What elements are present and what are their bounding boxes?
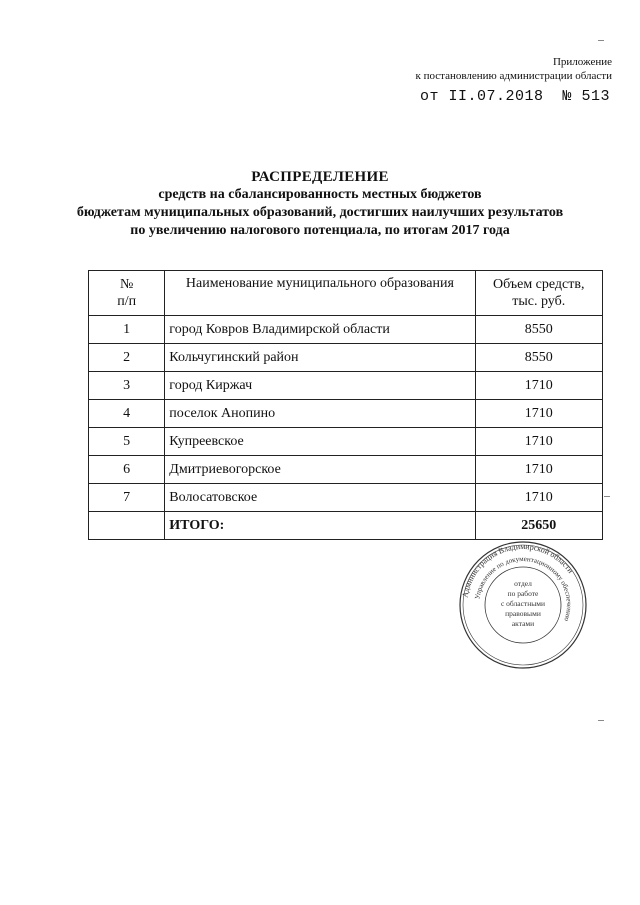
row-amount: 1710 bbox=[475, 484, 603, 512]
header-number bbox=[89, 271, 165, 316]
table-row bbox=[89, 400, 603, 428]
row-amount: 1710 bbox=[475, 400, 603, 428]
total-number bbox=[89, 512, 165, 540]
total-amount: 25650 bbox=[475, 512, 603, 540]
total-label: ИТОГО: bbox=[165, 512, 475, 540]
annex-block bbox=[416, 55, 613, 83]
table-header-row bbox=[89, 271, 603, 316]
table-row bbox=[89, 428, 603, 456]
stamp-center-line4: правовыми bbox=[505, 609, 541, 618]
scan-mark bbox=[598, 40, 604, 41]
annex-label: Приложение bbox=[552, 56, 612, 68]
table-row bbox=[89, 344, 603, 372]
header-number-line1: № bbox=[119, 277, 134, 292]
row-number: 5 bbox=[89, 428, 165, 456]
header-amount-line2: тыс. руб. bbox=[512, 294, 566, 309]
row-number: 1 bbox=[89, 316, 165, 344]
row-name: Кольчугинский район bbox=[165, 344, 475, 372]
stamp-center-line1: отдел bbox=[514, 579, 532, 588]
row-amount: 8550 bbox=[475, 344, 603, 372]
title-line-3: по увеличению налогового потенциала, по итогам 2017 года bbox=[130, 223, 510, 238]
title-line-1: средств на сбалансированность местных бюджетов bbox=[158, 187, 482, 202]
table-row bbox=[89, 484, 603, 512]
row-amount: 1710 bbox=[475, 428, 603, 456]
title-line-2: бюджетам муниципальных образований, достигших наилучших результатов bbox=[76, 205, 564, 220]
decree-number: от II.07.2018 № 513 bbox=[420, 88, 611, 105]
header-name: Наименование муниципального образования bbox=[165, 271, 475, 316]
row-number: 6 bbox=[89, 456, 165, 484]
row-name: Дмитриевогорское bbox=[165, 456, 475, 484]
scan-mark bbox=[598, 720, 604, 721]
row-number: 3 bbox=[89, 372, 165, 400]
row-name: Волосатовское bbox=[165, 484, 475, 512]
stamp-center-line5: актами bbox=[511, 619, 535, 628]
table-row bbox=[89, 316, 603, 344]
row-number: 7 bbox=[89, 484, 165, 512]
row-name: Купреевское bbox=[165, 428, 475, 456]
scan-mark bbox=[604, 496, 610, 497]
row-name: поселок Анопино bbox=[165, 400, 475, 428]
row-amount: 8550 bbox=[475, 316, 603, 344]
title-heading: РАСПРЕДЕЛЕНИЕ bbox=[251, 169, 389, 185]
total-row bbox=[89, 512, 603, 540]
official-stamp bbox=[458, 540, 588, 670]
row-amount: 1710 bbox=[475, 456, 603, 484]
row-amount: 1710 bbox=[475, 372, 603, 400]
header-amount bbox=[475, 271, 603, 316]
annex-reference: к постановлению администрации области bbox=[415, 70, 612, 82]
stamp-center-line3: с областными bbox=[500, 599, 546, 608]
row-number: 4 bbox=[89, 400, 165, 428]
table-row bbox=[89, 456, 603, 484]
row-name: город Киржач bbox=[165, 372, 475, 400]
stamp-outer-text: Администрация Владимирской области bbox=[460, 541, 576, 599]
header-amount-line1: Объем средств, bbox=[492, 277, 585, 292]
distribution-table bbox=[88, 270, 603, 540]
row-number: 2 bbox=[89, 344, 165, 372]
document-title bbox=[0, 168, 640, 240]
header-number-line2: п/п bbox=[117, 294, 137, 309]
table-row bbox=[89, 372, 603, 400]
row-name: город Ковров Владимирской области bbox=[165, 316, 475, 344]
stamp-ring-text: Управление по документационному обеспечению bbox=[473, 554, 574, 623]
stamp-center-line2: по работе bbox=[507, 589, 539, 598]
